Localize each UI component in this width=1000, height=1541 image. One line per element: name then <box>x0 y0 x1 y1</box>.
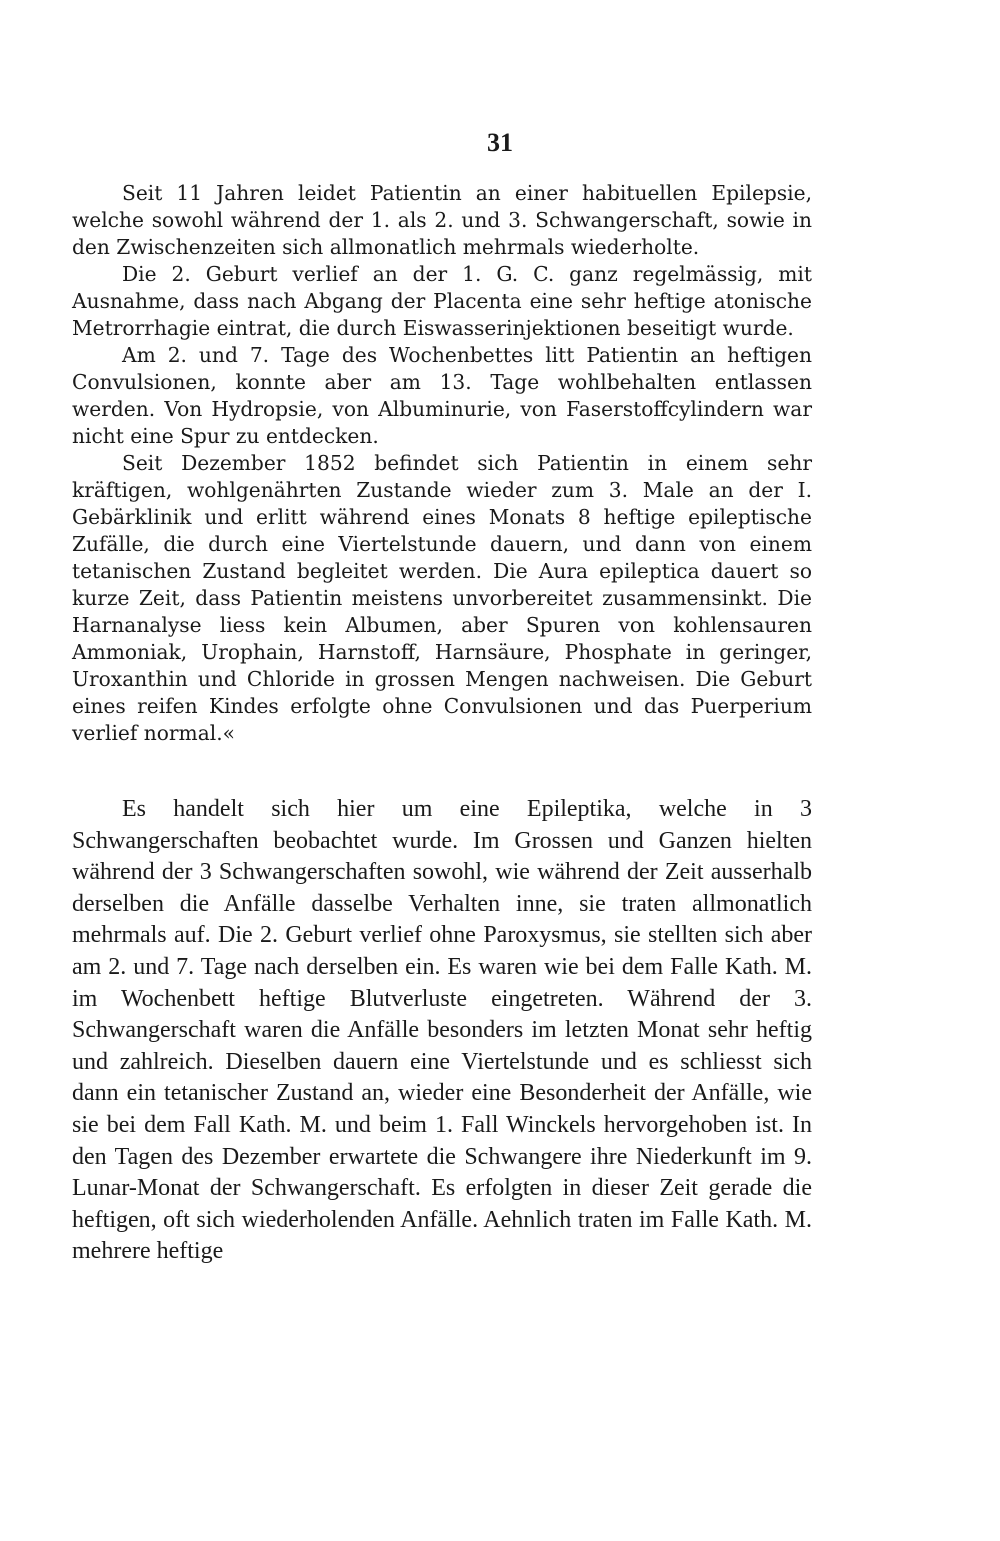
quote-paragraph: Die 2. Geburt verlief an der 1. G. C. ganz regelmässig, mit Ausnahme, dass nach Abgang der Placenta eine sehr heftige atonische Metrorrhagie eintrat, die durch Eiswasserinjektionen beseitigt wurde. <box>72 262 812 340</box>
body-text <box>72 794 812 1268</box>
page-number: 31 <box>487 128 513 157</box>
body-paragraph: Es handelt sich hier um eine Epileptika, welche in 3 Schwangerschaften beobachtet wurde. Im Grossen und Ganzen hielten während der 3 Schwangerschaften sowohl, wie während der Zeit ausserhalb derselben die Anfälle dasselbe Verhalten inne, sie traten allmonatlich mehrmals auf. Die 2. Geburt verlief ohne Paroxysmus, sie stellten sich aber am 2. und 7. Tage nach derselben ein. Es waren wie bei dem Falle Kath. M. im Wochenbett heftige Blutverluste eingetreten. Während der 3. Schwangerschaft waren die Anfälle besonders im letzten Monat sehr heftig und zahlreich. Dieselben dauern eine Viertelstunde und es schliesst sich dann ein tetanischer Zustand an, wieder eine Besonderheit der Anfälle, wie sie bei dem Fall Kath. M. und beim 1. Fall Winckels hervorgehoben ist. In den Tagen des Dezember erwartete die Schwangere ihre Niederkunft im 9. Lunar-Monat der Schwangerschaft. Es erfolgten in dieser Zeit gerade die heftigen, oft sich wiederholenden Anfälle. Aehnlich traten im Falle Kath. M. mehrere heftige <box>72 796 812 1265</box>
quote-paragraph: Seit 11 Jahren leidet Patientin an einer habituellen Epilepsie, welche sowohl während der 1. als 2. und 3. Schwangerschaft, sowie in den Zwischenzeiten sich allmonatlich mehrmals wiederholte. <box>72 181 812 259</box>
quote-paragraph: Seit Dezember 1852 befindet sich Patientin in einem sehr kräftigen, wohlgenährten Zustande wieder zum 3. Male an der I. Gebärklinik und erlitt während eines Monats 8 heftige epileptische Zufälle, die durch eine Viertelstunde dauern, und dann von einem tetanischen Zustand begleitet werden. Die Aura epileptica dauert so kurze Zeit, dass Patientin meistens unvorbereitet zusammensinkt. Die Harnanalyse liess kein Albumen, aber Spuren von kohlensauren Ammoniak, Urophain, Harnstoff, Harnsäure, Phosphate in geringer, Uroxanthin und Chloride in grossen Mengen nachweisen. Die Geburt eines reifen Kindes erfolgte ohne Convulsionen und das Puerperium verlief normal.« <box>72 451 812 745</box>
case-report-quote <box>72 180 812 747</box>
quote-paragraph: Am 2. und 7. Tage des Wochenbettes litt Patientin an heftigen Convulsionen, konnte aber am 13. Tage wohlbehalten entlassen werden. Von Hydropsie, von Albuminurie, von Faserstoffcylindern war nicht eine Spur zu entdecken. <box>72 343 812 448</box>
